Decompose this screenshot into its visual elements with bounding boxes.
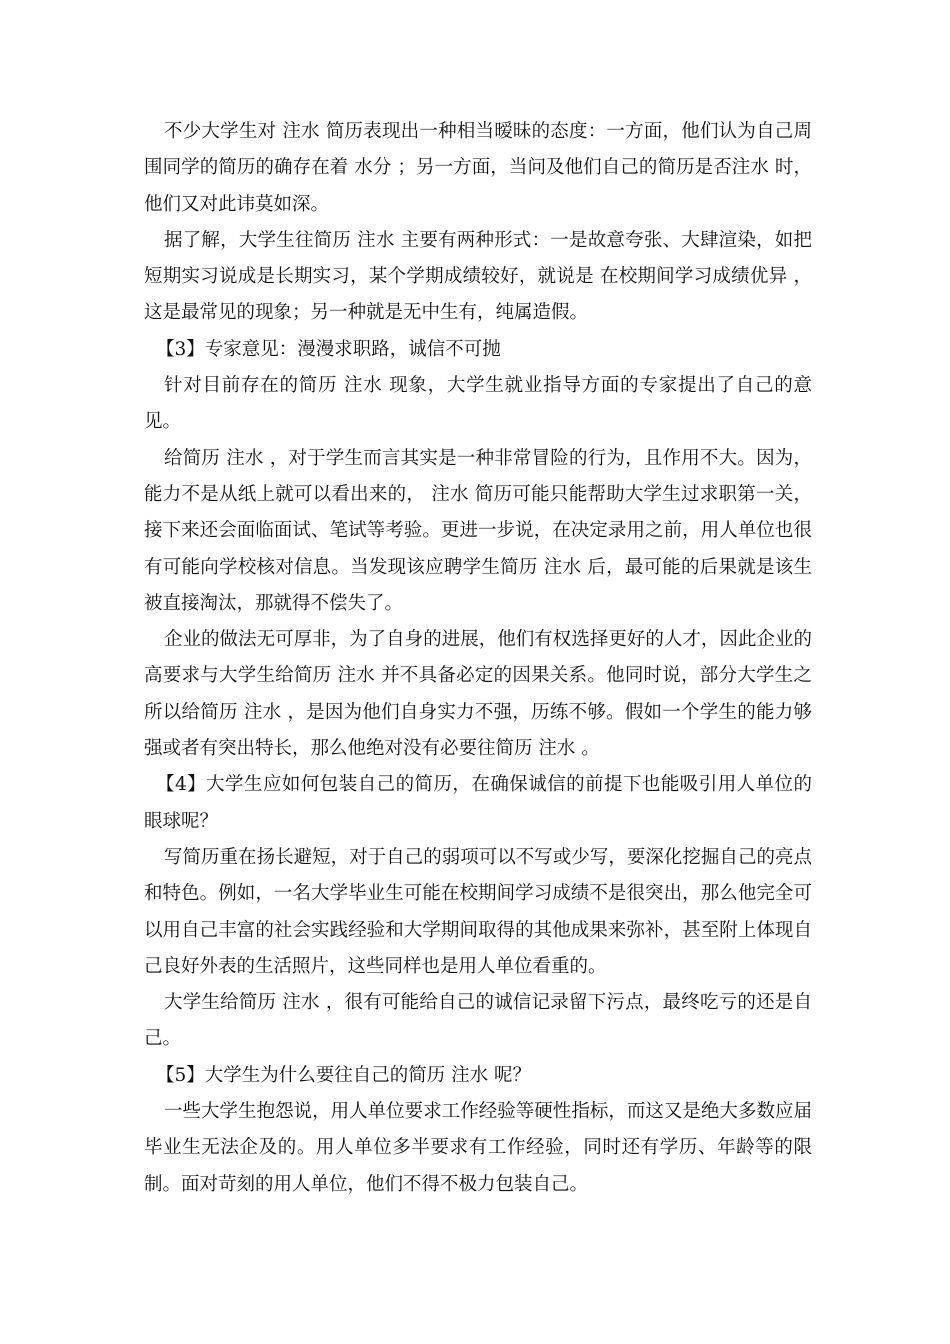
paragraph: 针对目前存在的简历 注水 现象，大学生就业指导方面的专家提出了自己的意见。 [144, 375, 812, 433]
paragraph: 一些大学生抱怨说，用人单位要求工作经验等硬性指标，而这又是绝大多数应届毕业生无法企及的。用人单位多半要求有工作经验，同时还有学历、年龄等的限制。面对苛刻的用人单位，他们不得不极力包装自己。 [144, 1101, 812, 1195]
document-body [144, 114, 812, 1203]
section-heading: 【5】大学生为什么要往自己的简历 注水 呢？ [156, 1064, 532, 1086]
section-heading: 【4】大学生应如何包装自己的简历，在确保诚信的前提下也能吸引用人单位的眼球呢？ [144, 774, 812, 832]
paragraph: 给简历 注水 ，对于学生而言其实是一种非常冒险的行为，且作用不大。因为，能力不是从纸上就可以看出来的， 注水 简历可能只能帮助大学生过求职第一关，接下来还会面临面试、笔试等考验。更进一步说，在决定录用之前，用人单位也很有可能向学校核对信息。当发现该应聘学生简历 注水 后，最可能的后果就是该生被直接淘汰，那就得不偿失了。 [144, 447, 812, 614]
paragraph: 据了解，大学生往简历 注水 主要有两种形式：一是故意夸张、大肆渲染，如把短期实习说成是长期实习，某个学期成绩较好，就说是 在校期间学习成绩优异 ，这是最常见的现象；另一种就是无中生有，纯属造假。 [144, 229, 812, 324]
paragraph: 写简历重在扬长避短，对于自己的弱项可以不写或少写，要深化挖掘自己的亮点和特色。例如，一名大学毕业生可能在校期间学习成绩不是很突出，那么他完全可以用自己丰富的社会实践经验和大学期间取得的其他成果来弥补，甚至附上体现自己良好外表的生活照片，这些同样也是用人单位看重的。 [144, 846, 812, 977]
paragraph: 不少大学生对 注水 简历表现出一种相当暧昧的态度：一方面，他们认为自己周围同学的简历的确存在着 水分 ；另一方面，当问及他们自己的简历是否注水 时，他们又对此讳莫如深。 [144, 121, 812, 215]
paragraph: 企业的做法无可厚非，为了自身的进展，他们有权选择更好的人才，因此企业的高要求与大学生给简历 注水 并不具备必定的因果关系。他同时说，部分大学生之所以给简历 注水 ，是因为他们自身实力不强，历练不够。假如一个学生的能力够强或者有突出特长，那么他绝对没有必要往简历 注水 。 [144, 629, 812, 760]
section-heading: 【3】专家意见：漫漫求职路，诚信不可抛 [156, 338, 501, 360]
paragraph: 大学生给简历 注水 ，很有可能给自己的诚信记录留下污点，最终吃亏的还是自己。 [144, 992, 812, 1050]
